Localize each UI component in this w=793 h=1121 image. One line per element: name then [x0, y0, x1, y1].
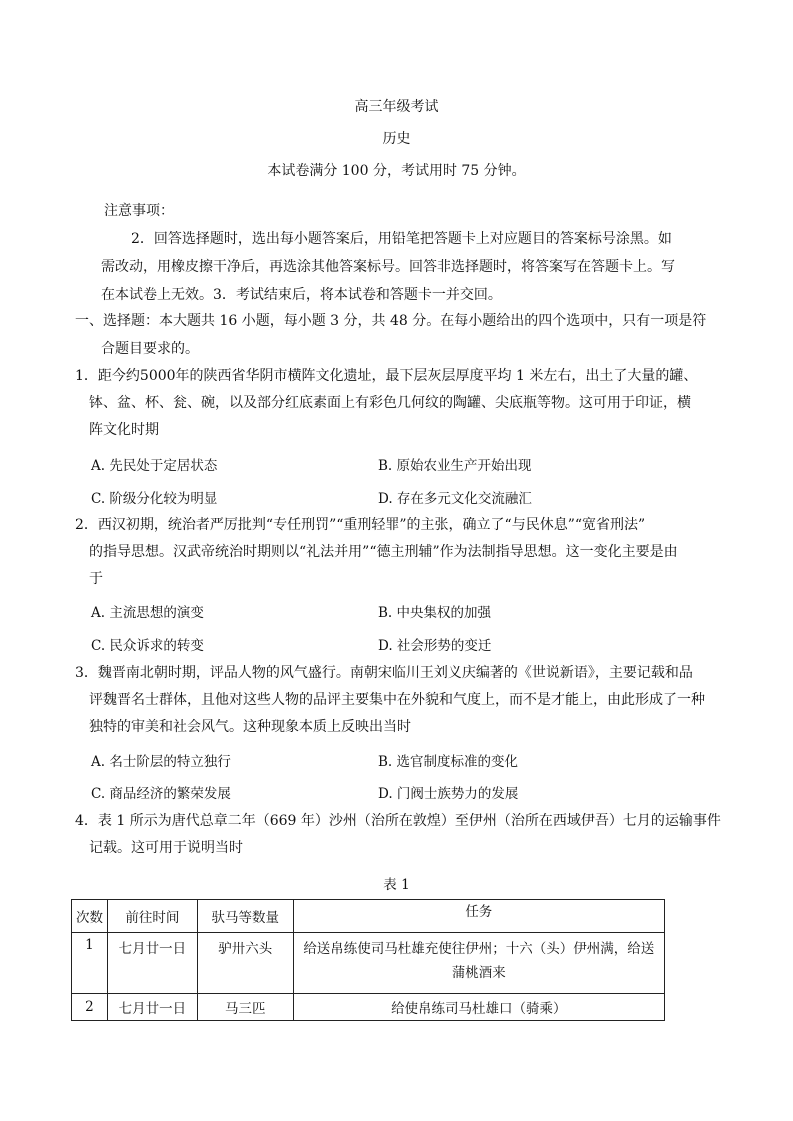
table-row: [72, 933, 665, 994]
notice-line: 2．回答选择题时，选出每小题答案后，用铅笔把答题卡上对应题目的答案标号涂黑。如: [131, 231, 672, 247]
table-row: [72, 994, 665, 1021]
question-1-option-d[interactable]: D. 存在多元文化交流融汇: [378, 491, 532, 507]
table-cell-task-line: 蒲桃酒来: [451, 965, 506, 981]
table-caption: 表 1: [383, 877, 410, 893]
question-3-text: 3．魏晋南北朝时期，评品人物的风气盛行。南朝宋临川王刘义庆编著的《世说新语》，主要记载和品: [75, 665, 693, 681]
notice-line: 需改动，用橡皮擦干净后，再选涂其他答案标号。回答非选择题时，将答案写在答题卡上。写: [101, 259, 675, 275]
table-header-cell: 前往时间: [107, 900, 197, 933]
table-cell-qty: 驴卅六头: [197, 933, 293, 994]
question-2-text: 于: [89, 571, 103, 587]
table-cell-task: 给使帛练司马杜雄口（骑乘）: [293, 994, 664, 1021]
question-2-option-b[interactable]: B. 中央集权的加强: [378, 605, 492, 621]
question-1-option-a[interactable]: A. 先民处于定居状态: [91, 458, 218, 474]
table-header-cell: 任务: [293, 900, 664, 933]
transport-table: [71, 899, 665, 1021]
question-3-option-a[interactable]: A. 名士阶层的特立独行: [91, 754, 231, 770]
question-1-option-b[interactable]: B. 原始农业生产开始出现: [378, 458, 532, 474]
question-1-text: 钵、盆、杯、瓮、碗，以及部分红底素面上有彩色几何纹的陶罐、尖底瓶等物。这可用于印证，横: [89, 395, 691, 411]
question-1-option-c[interactable]: C. 阶级分化较为明显: [91, 491, 218, 507]
question-1-text: 阵文化时期: [89, 422, 159, 438]
question-4-text: 4．表 1 所示为唐代总章二年（669 年）沙州（治所在敦煌）至伊州（治所在西域伊吾）七月的运输事件: [75, 813, 721, 829]
question-2-text: 的指导思想。汉武帝统治时期则以“礼法并用”“德主刑辅”作为法制指导思想。这一变化主要是由: [89, 544, 678, 560]
question-3-option-c[interactable]: C. 商品经济的繁荣发展: [91, 786, 231, 802]
table-cell-no: 2: [72, 994, 108, 1021]
table-header-row: [72, 900, 665, 933]
table-cell-qty: 马三匹: [197, 994, 293, 1021]
exam-info: 本试卷满分 100 分，考试用时 75 分钟。: [267, 163, 526, 179]
question-1-text: 1．距今约5000年的陕西省华阴市横阵文化遗址，最下层灰层厚度平均 1 米左右，出土了大量的罐、: [75, 368, 698, 384]
exam-title: 高三年级考试: [354, 99, 439, 115]
table-header-cell: 驮马等数量: [197, 900, 293, 933]
question-3-option-d[interactable]: D. 门阀士族势力的发展: [378, 786, 519, 802]
question-2-option-c[interactable]: C. 民众诉求的转变: [91, 638, 204, 654]
question-2-option-d[interactable]: D. 社会形势的变迁: [378, 638, 492, 654]
question-4-text: 记载。这可用于说明当时: [89, 840, 243, 856]
notice-line: 在本试卷上无效。3．考试结束后，将本试卷和答题卡一并交回。: [101, 287, 502, 303]
question-2-text: 2．西汉初期，统治者严厉批判“专任刑罚”“重刑轻罪”的主张，确立了“与民休息”“宽省刑法”: [75, 517, 646, 533]
subject-title: 历史: [382, 131, 411, 147]
section-heading-cont: 合题目要求的。: [101, 341, 199, 357]
question-3-text: 独特的审美和社会风气。这种现象本质上反映出当时: [89, 719, 411, 735]
table-header-cell: 次数: [72, 900, 108, 933]
table-cell-task-line: 给送帛练使司马杜雄充使往伊州；十六（头）伊州满，给送: [303, 941, 655, 957]
table-cell-time: 七月廿一日: [107, 994, 197, 1021]
question-3-option-b[interactable]: B. 选官制度标准的变化: [378, 754, 519, 770]
question-3-text: 评魏晋名士群体，且他对这些人物的品评主要集中在外貌和气度上，而不是才能上，由此形成了一种: [89, 692, 705, 708]
section-heading: 一、选择题：本大题共 16 小题，每小题 3 分，共 48 分。在每小题给出的四个选项中，只有一项是符: [75, 313, 707, 329]
table-cell-no: 1: [72, 933, 108, 994]
table-cell-task: [293, 933, 664, 994]
notice-heading: 注意事项：: [104, 203, 174, 219]
question-2-option-a[interactable]: A. 主流思想的演变: [91, 605, 204, 621]
table-cell-time: 七月廿一日: [107, 933, 197, 994]
